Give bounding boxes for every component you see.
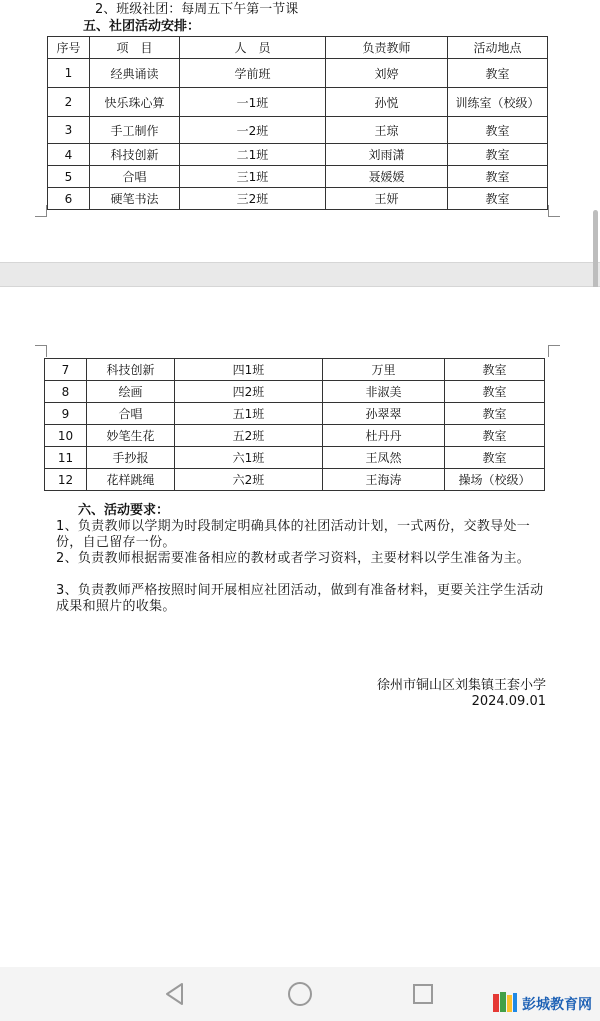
table-row [45, 381, 545, 403]
table-row [45, 359, 545, 381]
table-cell: 王琼 [326, 117, 448, 144]
table-cell: 教室 [448, 59, 548, 88]
table-cell: 一1班 [180, 88, 326, 117]
table-cell: 经典诵读 [90, 59, 180, 88]
table-cell: 杜丹丹 [323, 425, 445, 447]
table-cell: 合唱 [87, 403, 175, 425]
table-cell: 妙笔生花 [87, 425, 175, 447]
table-cell: 10 [45, 425, 87, 447]
table-cell: 9 [45, 403, 87, 425]
watermark-text: 彭城教育网 [522, 997, 592, 1013]
document-date: 2024.09.01 [471, 694, 546, 709]
recents-icon[interactable] [408, 979, 438, 1009]
header-cell: 序号 [48, 37, 90, 59]
table-cell: 3 [48, 117, 90, 144]
table-row [48, 144, 548, 166]
table-row [48, 88, 548, 117]
table-cell: 教室 [448, 144, 548, 166]
requirement-item: 1、负责教师以学期为时段制定明确具体的社团活动计划，一式两份，交教导处一份，自己留存一份。 [56, 519, 531, 550]
crop-mark [548, 205, 560, 217]
table-cell: 手抄报 [87, 447, 175, 469]
table-cell: 7 [45, 359, 87, 381]
section6-title: 六、活动要求： [78, 503, 170, 518]
table-cell: 操场（校级） [445, 469, 545, 491]
table-cell: 11 [45, 447, 87, 469]
table-cell: 教室 [445, 381, 545, 403]
crop-mark [35, 205, 47, 217]
table-cell: 非淑美 [323, 381, 445, 403]
table-cell: 万里 [323, 359, 445, 381]
table-header-row [48, 37, 548, 59]
schedule-table-part1 [47, 36, 548, 210]
table-row [48, 166, 548, 188]
table-cell: 四1班 [175, 359, 323, 381]
header-cell: 负责教师 [326, 37, 448, 59]
table-cell: 教室 [445, 447, 545, 469]
requirement-item: 2、负责教师根据需要准备相应的教材或者学习资料，主要材料以学生准备为主。 [56, 551, 531, 566]
table-cell: 5 [48, 166, 90, 188]
table-row [45, 403, 545, 425]
table-row [48, 59, 548, 88]
table-row [48, 188, 548, 210]
watermark [492, 990, 592, 1018]
table-cell: 花样跳绳 [87, 469, 175, 491]
table-cell: 12 [45, 469, 87, 491]
table-cell: 刘雨潇 [326, 144, 448, 166]
table-cell: 2 [48, 88, 90, 117]
table-cell: 6 [48, 188, 90, 210]
table-cell: 1 [48, 59, 90, 88]
table-cell: 快乐珠心算 [90, 88, 180, 117]
table-cell: 教室 [448, 117, 548, 144]
table-cell: 科技创新 [90, 144, 180, 166]
table-cell: 王海涛 [323, 469, 445, 491]
page-separator [0, 262, 600, 287]
table-cell: 绘画 [87, 381, 175, 403]
table-row [48, 117, 548, 144]
table-cell: 4 [48, 144, 90, 166]
table-cell: 合唱 [90, 166, 180, 188]
table-cell: 教室 [445, 403, 545, 425]
school-name: 徐州市铜山区刘集镇王套小学 [376, 678, 546, 693]
table-cell: 学前班 [180, 59, 326, 88]
table-row [45, 469, 545, 491]
table-cell: 教室 [448, 166, 548, 188]
table-cell: 训练室（校级） [448, 88, 548, 117]
club-class-line: 2、班级社团：每周五下午第一节课 [95, 2, 299, 17]
table-cell: 刘婷 [326, 59, 448, 88]
table-cell: 四2班 [175, 381, 323, 403]
table-cell: 教室 [448, 188, 548, 210]
table-cell: 王妍 [326, 188, 448, 210]
books-logo-icon [492, 990, 518, 1018]
table-cell: 王凤然 [323, 447, 445, 469]
table-cell: 孙翠翠 [323, 403, 445, 425]
table-cell: 五2班 [175, 425, 323, 447]
requirement-item: 3、负责教师严格按照时间开展相应社团活动，做到有准备材料，更要关注学生活动成果和照片的收集。 [56, 583, 544, 614]
table-cell: 手工制作 [90, 117, 180, 144]
header-cell: 人 员 [180, 37, 326, 59]
table-cell: 六1班 [175, 447, 323, 469]
table-cell: 五1班 [175, 403, 323, 425]
table-cell: 教室 [445, 425, 545, 447]
schedule-table-part2 [44, 358, 545, 491]
table-cell: 科技创新 [87, 359, 175, 381]
table-cell: 三2班 [180, 188, 326, 210]
table-cell: 聂媛媛 [326, 166, 448, 188]
table-cell: 一2班 [180, 117, 326, 144]
table-cell: 孙悦 [326, 88, 448, 117]
document-page-1 [0, 0, 600, 262]
table-row [45, 425, 545, 447]
table-cell: 六2班 [175, 469, 323, 491]
header-cell: 活动地点 [448, 37, 548, 59]
table-cell: 二1班 [180, 144, 326, 166]
table-cell: 三1班 [180, 166, 326, 188]
crop-mark [548, 345, 560, 357]
crop-mark [35, 345, 47, 357]
table-cell: 8 [45, 381, 87, 403]
table-cell: 硬笔书法 [90, 188, 180, 210]
section5-title: 五、社团活动安排： [83, 19, 201, 34]
table-row [45, 447, 545, 469]
table-cell: 教室 [445, 359, 545, 381]
home-icon[interactable] [285, 979, 315, 1009]
header-cell: 项 目 [90, 37, 180, 59]
back-icon[interactable] [160, 979, 190, 1009]
